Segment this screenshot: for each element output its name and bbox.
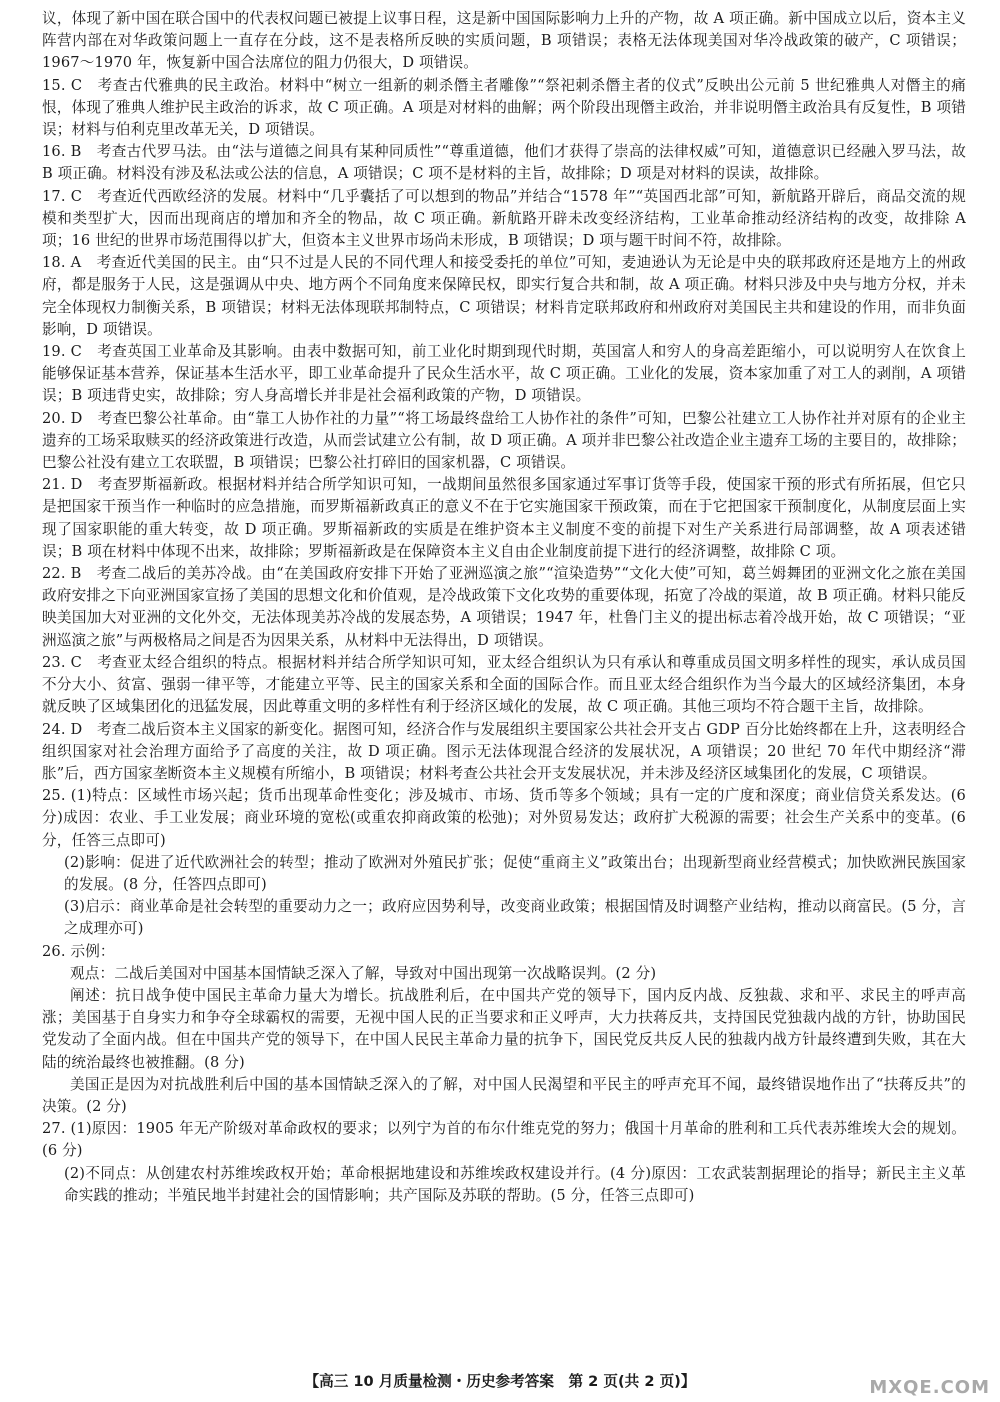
answer-15: 15. C 考查古代雅典的民主政治。材料中“树立一组新的刺杀僭主者雕像”“祭祀刺杀僭主者的仪式”反映出公元前 5 世纪雅典人对僭主的痛恨，体现了雅典人维护民主政治的诉求，故 C 项正确。A 项是对材料的曲解；两个阶段出现僭主政治，并非说明僭主政治具有反复性，B 项错误；材料与伯利克里改革无关，D 项错误。 (42, 76, 966, 139)
answer-27-part2: (2)不同点：从创建农村苏维埃政权开始；革命根据地建设和苏维埃政权建设并行。(4 分)原因：工农武装割据理论的指导；新民主主义革命实践的推动；半殖民地半封建社会的国情影响；共产国际及苏联的帮助。(5 分，任答三点即可) (64, 1164, 966, 1204)
answer-sheet (42, 8, 966, 1207)
answer-26-conclusion: 美国正是因为对抗战胜利后中国的基本国情缺乏深入的了解，对中国人民渴望和平民主的呼声充耳不闻，最终错误地作出了“扶蒋反共”的决策。(2 分) (42, 1075, 966, 1115)
answer-26-elaboration: 阐述：抗日战争使中国民主革命力量大为增长。抗战胜利后，在中国共产党的领导下，国内反内战、反独裁、求和平、求民主的呼声高涨；美国基于自身实力和争夺全球霸权的需要，无视中国人民的正当要求和正义呼声，大力扶蒋反共，支持国民党独裁内战的方针，协助国民党发动了全面内战。但在中国共产党的领导下，在中国人民民主革命力量的抗争下，国民党反共反人民的独裁内战方针最终遭到失败，其在大陆的统治最终也被推翻。(8 分) (42, 986, 966, 1071)
answer-17: 17. C 考查近代西欧经济的发展。材料中“几乎囊括了可以想到的物品”并结合“1578 年”“英国西北部”可知，新航路开辟后，商品交流的规模和类型扩大，因而出现商店的增加和齐全的物品，故 C 项正确。新航路开辟未改变经济结构，工业革命推动经济结构的改变，故排除 A 项；16 世纪的世界市场范围得以扩大，但资本主义世界市场尚未形成，B 项错误；D 项与题干时间不符，故排除。 (42, 187, 966, 250)
answer-22: 22. B 考查二战后的美苏冷战。由“在美国政府安排下开始了亚洲巡演之旅”“渲染造势”“文化大使”可知，葛兰姆舞团的亚洲文化之旅在美国政府安排之下向亚洲国家宣扬了美国的思想文化和价值观，是冷战政策下文化攻势的重要体现，拓宽了冷战的渠道，故 B 项正确。材料只能反映美国加大对亚洲的文化外交，无法体现美苏冷战的发展态势，A 项错误；1947 年，杜鲁门主义的提出标志着冷战开始，故 C 项错误；“亚洲巡演之旅”与两极格局之间是否为因果关系，从材料中无法得出，D 项错误。 (42, 565, 966, 649)
answer-24: 24. D 考查二战后资本主义国家的新变化。据图可知，经济合作与发展组织主要国家公共社会开支占 GDP 百分比始终都在上升，这表明经合组织国家对社会治理方面给予了高度的关注，故 D 项正确。图示无法体现混合经济的发展状况，A 项错误；20 世纪 70 年代中期经济“滞胀”后，西方国家垄断资本主义规模有所缩小，B 项错误；材料考查公共社会开支发展状况，并未涉及经济区域集团化的发展，C 项错误。 (42, 720, 966, 782)
answer-27-part1: 27. (1)原因：1905 年无产阶级对革命政权的要求；以列宁为首的布尔什维克党的努力；俄国十月革命的胜利和工兵代表苏维埃大会的规划。(6 分) (42, 1120, 966, 1160)
answer-26-viewpoint: 观点：二战后美国对中国基本国情缺乏深入了解，导致对中国出现第一次战略误判。(2 分) (70, 964, 657, 982)
answer-23: 23. C 考查亚太经合组织的特点。根据材料并结合所学知识可知，亚太经合组织认为只有承认和尊重成员国文明多样性的现实，承认成员国不分大小、贫富、强弱一律平等，才能建立平等、民主的国家关系和全面的国际合作。而且亚太经合组织作为当今最大的区域经济集团，本身就反映了区域集团化的迅猛发展，因此尊重文明的多样性有利于经济区域化的发展，故 C 项正确。其他三项均不符合题干主旨，故排除。 (42, 653, 966, 716)
answer-20: 20. D 考查巴黎公社革命。由“靠工人协作社的力量”“将工场最终盘给工人协作社的条件”可知，巴黎公社建立工人协作社并对原有的企业主遗弃的工场采取赎买的经济政策进行改造，从而尝试建立公有制，故 D 项正确。A 项并非巴黎公社改造企业主遗弃工场的主要目的，故排除；巴黎公社没有建立工农联盟，B 项错误；巴黎公社打碎旧的国家机器，C 项错误。 (42, 409, 966, 472)
answer-18: 18. A 考查近代美国的民主。由“只不过是人民的不同代理人和接受委托的单位”可知，麦迪逊认为无论是中央的联邦政府还是地方上的州政府，都是服务于人民，这是强调从中央、地方两个不同角度来保障民权，即实行复合共和制，故 A 项正确。材料只涉及中央与地方分权，并未完全体现权力制衡关系，B 项错误；材料无法体现联邦制特点，C 项错误；材料肯定联邦政府和州政府对美国民主共和建设的作用，而非负面影响，D 项错误。 (42, 254, 966, 338)
answer-25-part1: 25. (1)特点：区域性市场兴起；货币出现革命性变化；涉及城市、市场、货币等多个领域；具有一定的广度和深度；商业信贷关系发达。(6 分)成因：农业、手工业发展；商业环境的宽松(或重农抑商政策的松弛)；对外贸易发达；政府扩大税源的需要；社会生产关系中的变革。(6 分，任答三点即可) (42, 787, 966, 849)
answer-26-heading: 26. 示例： (42, 942, 115, 960)
answer-21: 21. D 考查罗斯福新政。根据材料并结合所学知识可知，一战期间虽然很多国家通过军事订货等手段，使国家干预的形式有所拓展，但它只是把国家干预当作一种临时的应急措施，而罗斯福新政真正的意义不在于它实施国家干预政策，而在于它把国家干预制度化，从制度层面上实现了国家职能的重大转变，故 D 项正确。罗斯福新政的实质是在维护资本主义制度不变的前提下对生产关系进行局部调整，故 A 项表述错误；B 项在材料中体现不出来，故排除；罗斯福新政是在保障资本主义自由企业制度前提下进行的经济调整，故排除 C 项。 (42, 476, 966, 560)
intro-continuation: 议，体现了新中国在联合国中的代表权问题已被提上议事日程，这是新中国国际影响力上升的产物，故 A 项正确。新中国成立以后，资本主义阵营内部在对华政策问题上一直存在分歧，这不是表格所反映的实质问题，B 项错误；表格无法体现美国对华冷战政策的破产，C 项错误；1967～1970 年，恢复新中国合法席位的阻力仍很大，D 项错误。 (42, 10, 966, 72)
answer-19: 19. C 考查英国工业革命及其影响。由表中数据可知，前工业化时期到现代时期，英国富人和穷人的身高差距缩小，可以说明穷人在饮食上能够保证基本营养，保证基本生活水平，即工业革命提升了民众生活水平，故 C 项正确。工业化的发展，资本家加重了对工人的剥削，A 项错误；B 项违背史实，故排除；穷人身高增长并非是社会福利政策的产物，D 项错误。 (42, 343, 966, 405)
page-footer: 【高三 10 月质量检测・历史参考答案 第 2 页(共 2 页)】 (304, 1373, 696, 1390)
answer-25-part2: (2)影响：促进了近代欧洲社会的转型；推动了欧洲对外殖民扩张；促使“重商主义”政策出台；出现新型商业经营模式；加快欧洲民族国家的发展。(8 分，任答四点即可) (64, 853, 966, 893)
answer-25-part3: (3)启示：商业革命是社会转型的重要动力之一；政府应因势利导，改变商业政策；根据国情及时调整产业结构，推动以商富民。(5 分，言之成理亦可) (64, 898, 966, 938)
answer-16: 16. B 考查古代罗马法。由“法与道德之间具有某种同质性”“尊重道德，他们才获得了崇高的法律权威”可知，道德意识已经融入罗马法，故 B 项正确。材料没有涉及私法或公法的信息，A 项错误；C 项不是材料的主旨，故排除；D 项是对材料的误读，故排除。 (42, 143, 966, 183)
watermark-logo: MXQE.COM (869, 1377, 990, 1398)
